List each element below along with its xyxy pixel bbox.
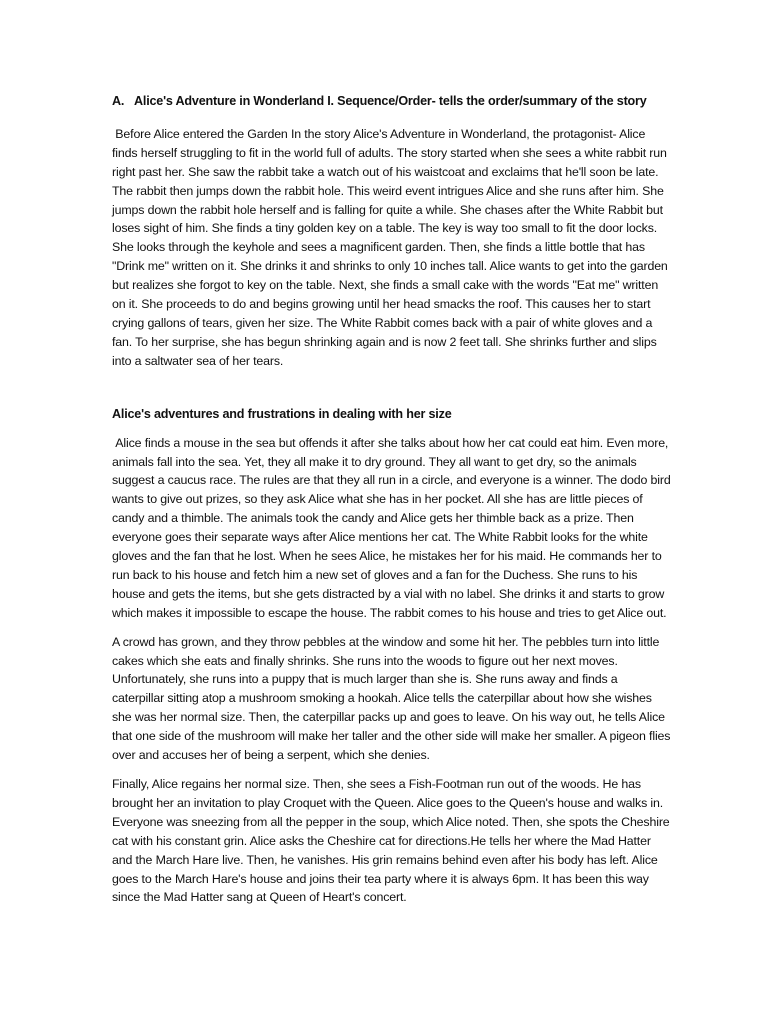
section-title: Alice's Adventure in Wonderland I. Sequence/Order- tells the order/summary of the story (134, 94, 647, 108)
document-page (112, 92, 672, 917)
paragraph-normal-size: Finally, Alice regains her normal size. Then, she sees a Fish-Footman run out of the woods. He has brought her an invitation to play Croquet with the Queen. Alice goes to the Queen's house and walks in. Everyone was sneezing from all the pepper in the soup, which Alice noted. Then, she spots the Cheshire cat with his constant grin. Alice asks the Cheshire cat for directions.He tells her where the Mad Hatter and the March Hare live. Then, he vanishes. His grin remains behind even after his body has left. Alice goes to the March Hare's house and joins their tea party where it is always 6pm. It has been this way since the Mad Hatter sang at Queen of Heart's concert. (112, 777, 670, 905)
paragraph-mouse-sea: Alice finds a mouse in the sea but offends it after she talks about how her cat could eat him. Even more, animals fall into the sea. Yet, they all make it to dry ground. They all want to get dry, so the animals suggest a caucus race. The rules are that they all run in a circle, and everyone is a winner. The dodo bird wants to give out prizes, so they ask Alice what she has in her pocket. All she has are little pieces of candy and a thimble. The animals took the candy and Alice gets her thimble back as a prize. Then everyone goes their separate ways after Alice mentions her cat. The White Rabbit looks for the white gloves and the fan that he lost. When he sees Alice, he mistakes her for his maid. He commands her to run back to his house and fetch him a new set of gloves and a fan for the Duchess. She runs to his house and gets the items, but she gets distracted by a vial with no label. She drinks it and starts to grow which makes it impossible to escape the house. The rabbit comes to his house and tries to get Alice out. (112, 435, 674, 620)
section-marker: A. (112, 94, 125, 108)
section-heading (112, 92, 672, 111)
paragraph-before-garden: Before Alice entered the Garden In the story Alice's Adventure in Wonderland, the protagonist- Alice finds herself struggling to fit in the world full of adults. The story started when she sees a white rabbit run right past her. She saw the rabbit take a watch out of his waistcoat and exclaims that he'll soon be late. The rabbit then jumps down the rabbit hole. This weird event intrigues Alice and she runs after him. She jumps down the rabbit hole herself and is falling for quite a while. She chases after the White Rabbit but loses sight of him. She finds a tiny golden key on a table. The key is way too small to fit the door locks. She looks through the keyhole and sees a magnificent garden. Then, she finds a little bottle that has "Drink me" written on it. She drinks it and shrinks to only 10 inches tall. Alice wants to get into the garden but realizes she forgot to key on the table. Next, she finds a small cake with the words "Eat me" written on it. She proceeds to do and begins growing until her head smacks the roof. This causes her to start crying gallons of tears, given her size. The White Rabbit comes back with a pair of white gloves and a fan. To her surprise, she has begun shrinking again and is now 2 feet tall. She shrinks further and slips into a saltwater sea of her tears. (112, 126, 671, 368)
paragraph-crowd-pebbles: A crowd has grown, and they throw pebbles at the window and some hit her. The pebbles turn into little cakes which she eats and finally shrinks. She runs into the woods to figure out her next moves. Unfortunately, she runs into a puppy that is much larger than she is. She runs away and finds a caterpillar sitting atop a mushroom smoking a hookah. Alice tells the caterpillar about how she wishes she was her normal size. Then, the caterpillar packs up and goes to leave. On his way out, he tells Alice that one side of the mushroom will make her taller and the other side will make her smaller. A pigeon flies over and accuses her of being a serpent, which she denies. (112, 634, 671, 763)
subheading-size-frustrations: Alice's adventures and frustrations in dealing with her size (112, 406, 452, 421)
